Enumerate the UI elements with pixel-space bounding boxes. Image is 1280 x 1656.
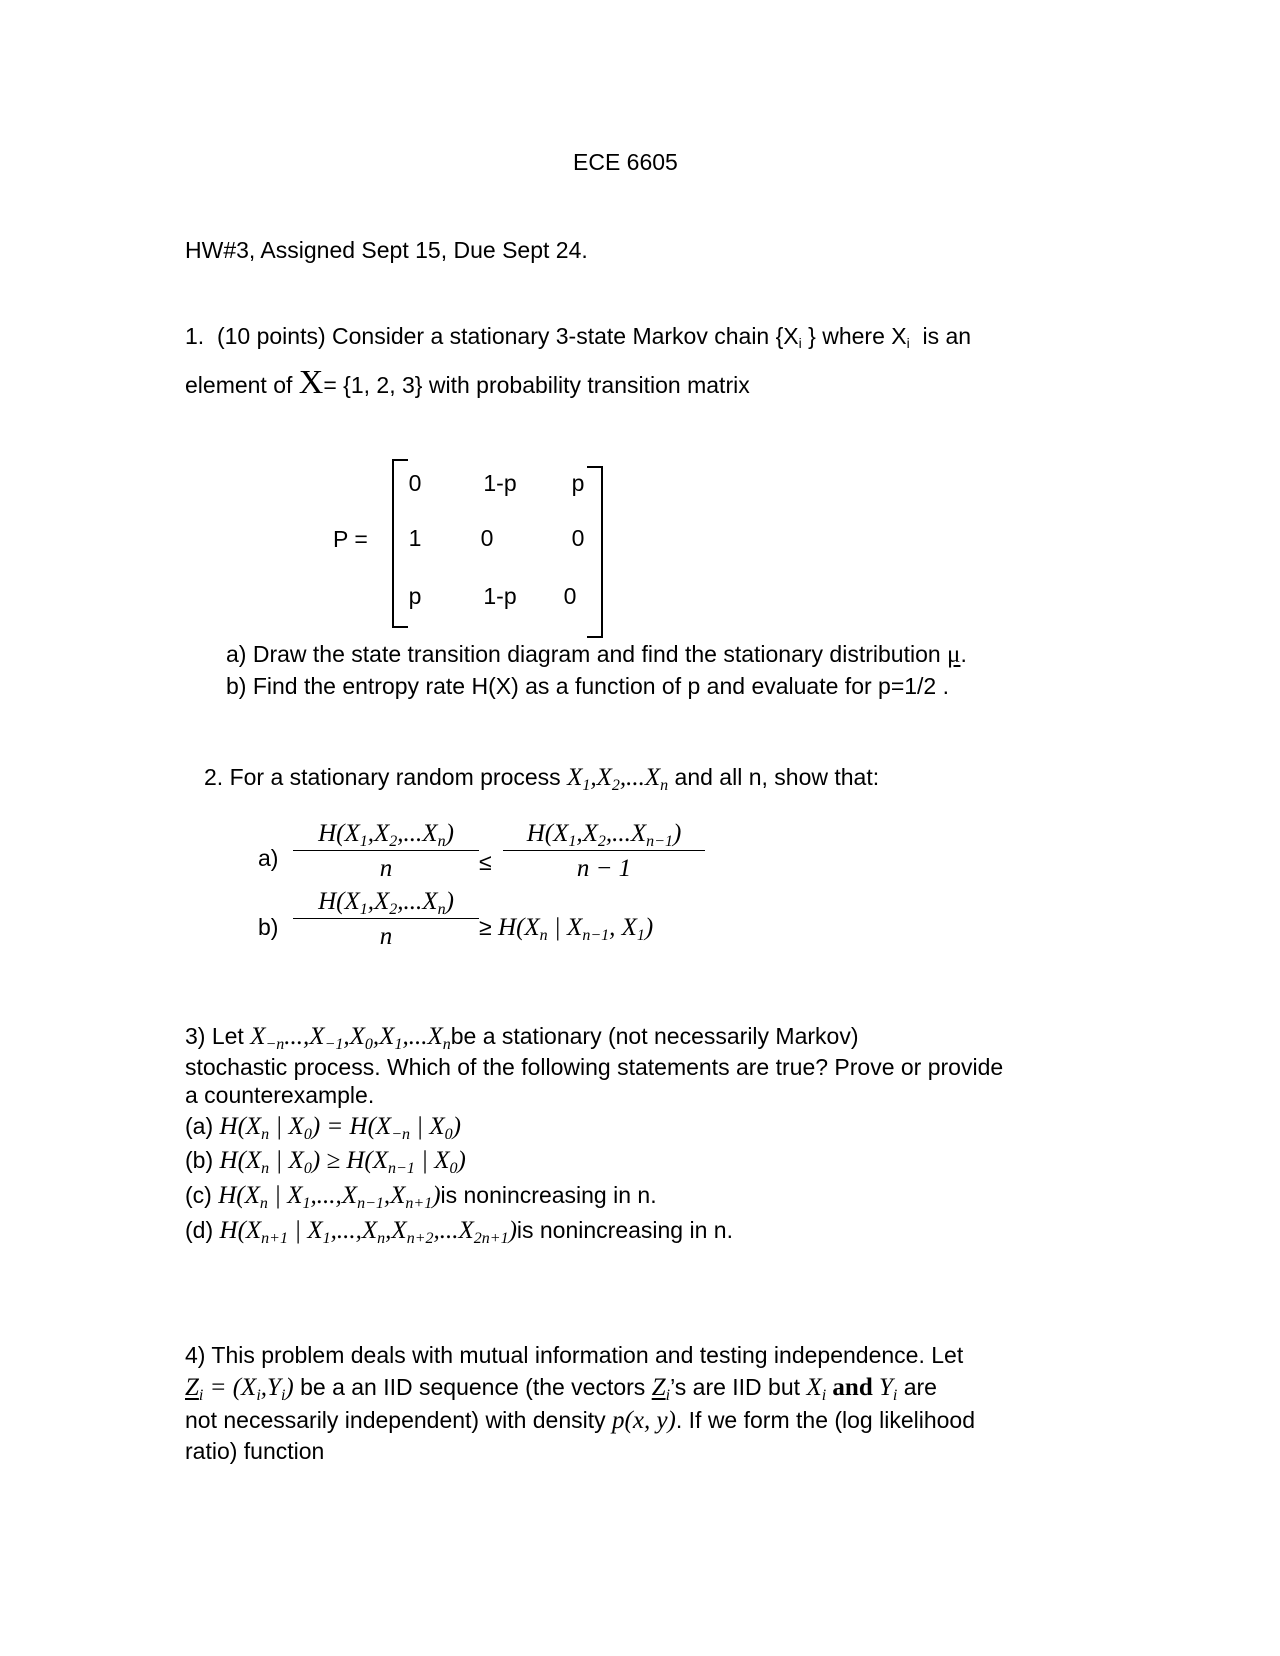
problem-3a: (a) $H(X_n$ | $X_0) = H(X_{-n}$ | $X_0$) (185, 1113, 461, 1143)
fraction-2b-left: $H(X_1,X_2,...X_n)$ n (293, 888, 479, 951)
problem-2b-label: b) (258, 914, 279, 940)
problem-1b: b) Find the entropy rate H(X) as a function of p and evaluate for p=1/2 . (226, 673, 950, 699)
matrix-cell: 0 (480, 525, 494, 551)
problem-4-line-2: $Z_i = (X_i,Y_i)$ be a an IID sequence (the vectors $Z_i’s$ are IID but $X_i$ and $Y_i$ are (185, 1374, 937, 1404)
course-title: ECE 6605 (573, 149, 678, 175)
matrix-cell: 1-p (483, 470, 517, 496)
problem-2a-label: a) (258, 845, 279, 871)
assignment-line: HW#3, Assigned Sept 15, Due Sept 24. (185, 237, 588, 263)
fraction-2a-right: $H(X_1,X_2,...X_{n-1})$ n − 1 (503, 820, 705, 883)
problem-4-line-3: not necessarily independent) with density p(x, y). If we form the (log likelihood (185, 1407, 976, 1434)
problem-4-line-4: ratio) function (185, 1438, 325, 1464)
problem-2-intro: 2. For a stationary random process $X_1,X_2,...X_n$ and all n, show that: (204, 764, 880, 794)
fraction-2a-left: $H(X_1,X_2,...X_n)$ n (293, 820, 479, 883)
matrix-cell: p (408, 583, 422, 609)
problem-3-line-3: a counterexample. (185, 1082, 375, 1108)
problem-1-number: 1. (185, 323, 205, 349)
mu-symbol: μ (947, 641, 961, 668)
problem-3-line-1: 3) Let $X_{-n}...,X_{-1},X_0,X_1,...X_nbe$ a stationary (not necessarily Markov) (185, 1023, 859, 1053)
problem-3b: (b) $H(X_n$ | $X_0) \ge H(X_{n-1}$ | $X_0$) (185, 1147, 466, 1177)
problem-3-line-2: stochastic process. Which of the following statements are true? Prove or provide (185, 1054, 1004, 1080)
matrix-cell: 0 (408, 470, 422, 496)
problem-1a: a) Draw the state transition diagram and find the stationary distribution μ. (226, 641, 967, 668)
matrix-cell: 0 (571, 525, 585, 551)
script-x-symbol: X (298, 364, 324, 401)
problem-1-line-1: 1. (10 points) Consider a stationary 3-state Markov chain {$X_i$ } where $X_i$ is an (185, 323, 972, 351)
ge-symbol: ≥ (479, 914, 492, 940)
problem-3d: (d) $H(X_{n+1}$ | $X_1,...,X_n,X_{n+2},...X_{2n+1})is$ nonincreasing in n. (185, 1217, 733, 1247)
problem-1-line-2: element of X= {1, 2, 3} with probability transition matrix (185, 364, 750, 401)
le-symbol: ≤ (479, 849, 492, 875)
matrix-cell: p (571, 470, 585, 496)
matrix-cell: 1 (408, 525, 422, 551)
matrix-label: P = (333, 526, 368, 552)
problem-2b-rhs: ≥ $H(X_n$ | $X_{n-1}$, $X_1$) (479, 914, 654, 944)
matrix-cell: 0 (563, 583, 577, 609)
problem-3c: (c) $H(X_n$ | $X_1,...,X_{n-1},X_{n+1})is$ nonincreasing in n. (185, 1182, 657, 1212)
problem-4-line-1: 4) This problem deals with mutual information and testing independence. Let (185, 1342, 964, 1368)
matrix-cell: 1-p (483, 583, 517, 609)
